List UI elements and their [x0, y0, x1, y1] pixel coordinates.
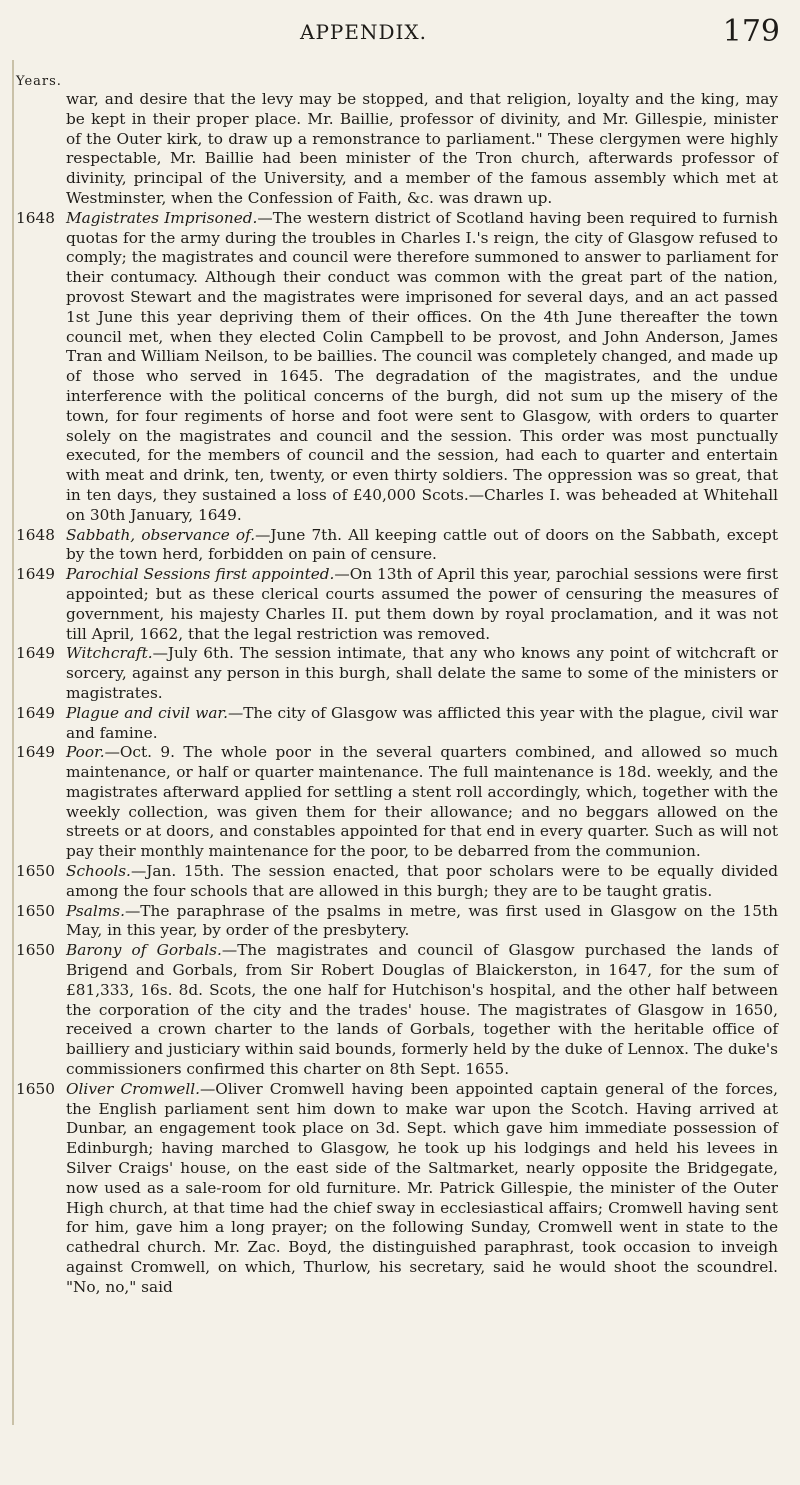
- entry-text: [66, 1080, 778, 1298]
- entry-text: [66, 565, 778, 644]
- entry-heading: Sabbath, observance of.: [66, 525, 256, 544]
- entry-year: 1650: [16, 901, 55, 920]
- entry-body: —June 7th. All keeping cattle out of doors on the Sabbath, except by the town herd, forbidden on pain of censure.: [66, 525, 778, 564]
- entry-text: [66, 644, 778, 703]
- list-item: [16, 1080, 778, 1298]
- running-title: APPENDIX.: [300, 20, 427, 44]
- entry-text: [66, 209, 778, 526]
- entry-body: war, and desire that the levy may be stopped, and that religion, loyalty and the king, may be kept in their proper place. Mr. Baillie, professor of divinity, and Mr. Gillespie, minister of the Outer kirk, to draw up a remonstrance to parliament." These clergymen were highly respectable, Mr. Baillie had been minister of the Tron church, afterwards professor of divinity, principal of the University, and a member of the famous assembly which met at Westminster, when the Confession of Faith, &c. was drawn up.: [66, 90, 778, 207]
- entry-body: —July 6th. The session intimate, that any who knows any point of witchcraft or sorcery, against any person in this burgh, shall delate the same to some of the ministers or magistrates.: [66, 644, 778, 702]
- entry-text: [66, 704, 778, 744]
- list-item: [16, 902, 778, 942]
- entry-text: [66, 902, 778, 942]
- entry-year: 1648: [16, 208, 55, 227]
- margin-rule: [12, 60, 14, 1425]
- entry-heading: Poor.: [66, 743, 105, 762]
- entry-text: [66, 941, 778, 1080]
- entry-text: [66, 526, 778, 566]
- entry-body: —Oliver Cromwell having been appointed captain general of the forces, the English parliament sent him down to make war upon the Scotch. Having arrived at Dunbar, an engagement took place on 3d. Sept. which gave him immediate possession of Edinburgh; having marched to Glasgow, he took up his lodgings and held his levees in Silver Craigs' house, on the east side of the Saltmarket, nearly opposite the Bridgegate, now used as a sale-room for old furniture. Mr. Patrick Gillespie, the minister of the Outer High church, at that time had the chief sway in ecclesiastical affairs; Cromwell having sent for him, gave him a long prayer; on the following Sunday, Cromwell went in state to the cathedral church. Mr. Zac. Boyd, the distinguished paraphrast, took occasion to inveigh against Cromwell, on which, Thurlow, his secretary, said he would shoot the scoundrel. "No, no," said: [66, 1079, 778, 1296]
- entry-heading: Parochial Sessions first appointed.: [66, 565, 335, 584]
- entry-body: —The magistrates and council of Glasgow purchased the lands of Brigend and Gorbals, from Sir Robert Douglas of Blaickerston, in 1647, for the sum of £81,333, 16s. 8d. Scots, the one half for Hutchison's hospital, and the other half between the corporation of the city and the trades' house. The magistrates of Glasgow in 1650, received a crown charter to the lands of Gorbals, together with the heritable office of bailliery and justiciary within said bounds, formerly held by the duke of Lennox. The duke's commissioners confirmed this charter on 8th Sept. 1655.: [66, 941, 779, 1079]
- entry-heading: Plague and civil war.: [66, 703, 228, 722]
- entry-body: —Oct. 9. The whole poor in the several quarters combined, and allowed so much maintenance, or half or quarter maintenance. The full maintenance is 18d. weekly, and the magistrates afterward applied for settling a stent roll accordingly, which, together with the weekly collection, was given them for their allowance; and no beggars allowed on the streets or at doors, and constables appointed for that end in every quarter. Such as will not pay their monthly maintenance for the poor, to be debarred from the communion.: [66, 743, 778, 861]
- list-item: [16, 743, 778, 862]
- entry-year: 1649: [16, 644, 55, 663]
- entry-heading: Witchcraft.: [66, 644, 153, 663]
- list-item: [16, 209, 778, 526]
- entry-heading: Psalms.: [66, 901, 125, 920]
- entry-year: 1649: [16, 703, 55, 722]
- list-item: [16, 565, 778, 644]
- entry-heading: Oliver Cromwell.: [66, 1079, 200, 1098]
- entry-body: —The city of Glasgow was afflicted this year with the plague, civil war and famine.: [66, 703, 778, 742]
- list-item: [16, 526, 778, 566]
- list-item: [16, 941, 778, 1080]
- entry-year: 1649: [16, 743, 55, 762]
- entry-year: 1648: [16, 525, 55, 544]
- list-item: [16, 862, 778, 902]
- entry-text: [66, 90, 778, 209]
- entry-body: —The western district of Scotland having been required to furnish quotas for the army during the troubles in Charles I.'s reign, the city of Glasgow refused to comply; the magistrates and council were therefore summoned to answer to parliament for their contumacy. Although their conduct was common with the great part of the nation, provost Stewart and the magistrates were imprisoned for several days, and an act passed 1st June this year depriving them of their offices. On the 4th June thereafter the town council met, when they elected Colin Campbell to be provost, and John Anderson, James Tran and William Neilson, to be baillies. The council was completely changed, and made up of those who served in 1645. The degradation of the magistrates, and the undue interference with the political concerns of the burgh, did not sum up the misery of the town, for four regiments of horse and foot were sent to Glasgow, with orders to quarter solely on the magistrates and council and the session. This order was most punctually executed, for the members of council and the session, had each to quarter and entertain with meat and drink, ten, twenty, or even thirty soldiers. The oppression was so great, that in ten days, they sustained a loss of £40,000 Scots.—Charles I. was beheaded at Whitehall on 30th January, 1649.: [66, 208, 778, 524]
- entry-text: [66, 743, 778, 862]
- entry-body: —The paraphrase of the psalms in metre, was first used in Glasgow on the 15th May, in this year, by order of the presbytery.: [66, 901, 778, 940]
- entry-text: [66, 862, 778, 902]
- list-item: [16, 644, 778, 703]
- entry-year: 1650: [16, 862, 55, 881]
- entry-year: [16, 90, 66, 209]
- list-item: [16, 704, 778, 744]
- list-item: [16, 90, 778, 209]
- page-header: [300, 14, 780, 54]
- entry-year: 1650: [16, 1079, 55, 1098]
- entries-list: [16, 90, 778, 1298]
- entry-year: 1650: [16, 941, 55, 960]
- page-number: 179: [722, 14, 780, 49]
- years-column-label: Years.: [16, 74, 62, 89]
- entry-heading: Barony of Gorbals.: [66, 941, 222, 960]
- entry-heading: Schools.: [66, 862, 131, 881]
- entry-heading: Magistrates Imprisoned.: [66, 208, 258, 227]
- entry-body: —On 13th of April this year, parochial sessions were first appointed; but as these clerical courts assumed the power of censuring the measures of government, his majesty Charles II. put them down by royal proclamation, and it was not till April, 1662, that the legal restriction was removed.: [66, 565, 778, 643]
- entry-year: 1649: [16, 565, 55, 584]
- entry-body: —Jan. 15th. The session enacted, that poor scholars were to be equally divided among the four schools that are allowed in this burgh; they are to be taught gratis.: [66, 862, 778, 900]
